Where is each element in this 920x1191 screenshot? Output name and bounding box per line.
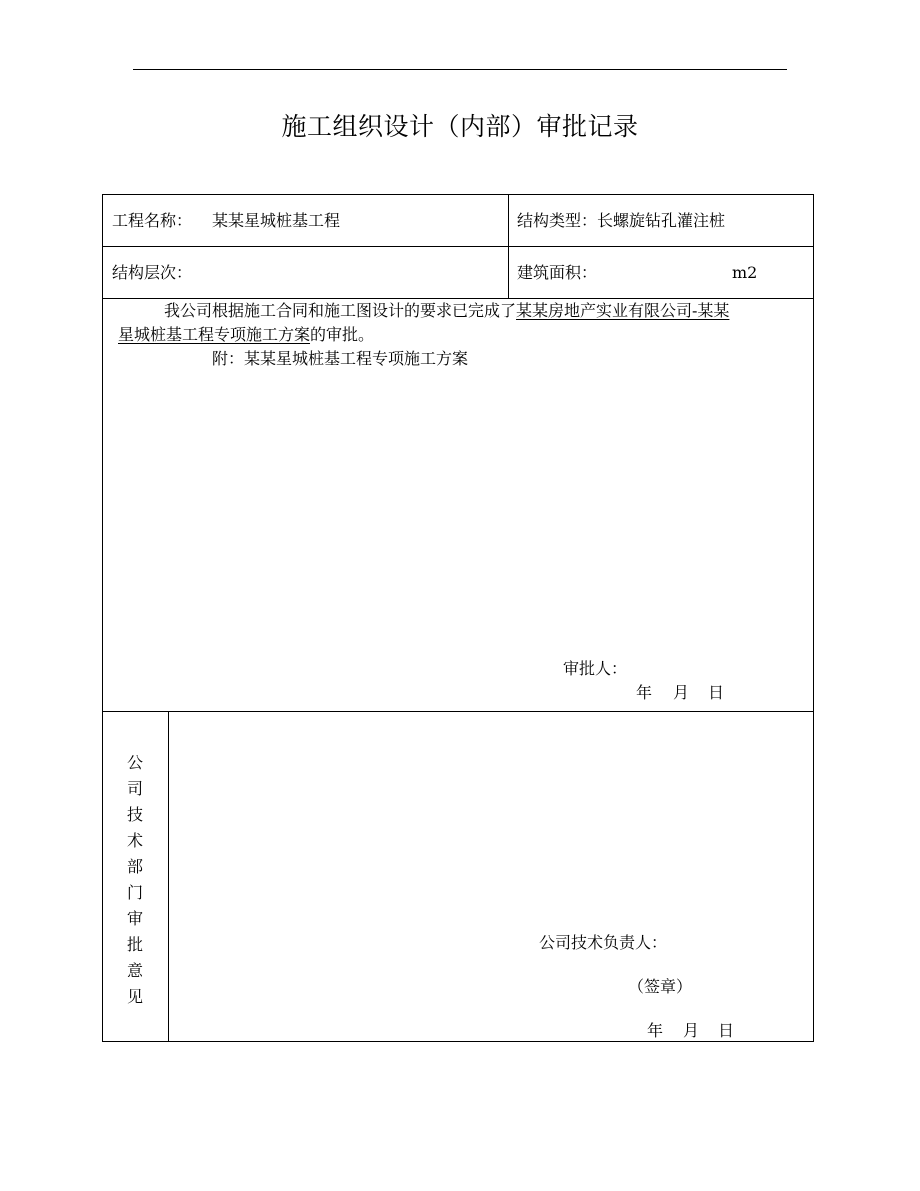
tech-responsible-label: 公司技术负责人： [539,933,668,952]
vertical-char: 批 [126,935,143,954]
vertical-char: 部 [126,857,143,876]
column-divider-bottom [168,711,169,1042]
tech-date-year: 年 [647,1021,664,1040]
structure-level-label: 结构层次： [112,263,193,282]
approval-date-day: 日 [708,683,725,702]
vertical-char: 见 [126,987,143,1006]
approval-date-year: 年 [636,683,653,702]
approval-body-prefix: 我公司根据施工合同和施工图设计的要求已完成了 [164,301,517,320]
vertical-char: 术 [126,831,143,850]
tech-date-month: 月 [683,1021,700,1040]
structure-type-value: 长螺旋钻孔灌注桩 [597,211,726,230]
row-divider-3 [102,711,814,712]
vertical-char: 技 [126,805,143,824]
column-divider-top [508,194,509,298]
project-name-label: 工程名称： [112,211,193,230]
seal-label: （签章） [628,977,693,996]
vertical-char: 司 [126,779,143,798]
building-area-label: 建筑面积： [517,263,598,282]
attachment-line: 附：某某星城桩基工程专项施工方案 [212,349,469,368]
tech-date-day: 日 [718,1021,735,1040]
approval-body-suffix: 的审批。 [310,325,375,344]
project-name-value: 某某星城桩基工程 [212,211,341,230]
approval-form-table [102,194,814,1042]
vertical-char: 意 [126,961,143,980]
approval-body-line1 [164,301,729,321]
header-rule [133,69,787,70]
structure-type-label: 结构类型： [517,211,598,230]
vertical-char: 门 [126,883,143,902]
building-area-unit: m2 [732,263,758,282]
approval-date-month: 月 [673,683,690,702]
approval-subject-part2: 星城桩基工程专项施工方案 [118,325,311,344]
vertical-char: 审 [126,909,143,928]
vertical-char: 公 [126,753,143,772]
approval-subject-part1: 某某房地产实业有限公司-某某 [516,301,730,320]
approver-label: 审批人： [563,659,628,678]
row-divider-2 [102,298,814,299]
approval-body-line2 [118,325,374,345]
tech-dept-vertical-label [102,750,168,1010]
row-divider-1 [102,246,814,247]
document-title: 施工组织设计（内部）审批记录 [281,112,639,141]
